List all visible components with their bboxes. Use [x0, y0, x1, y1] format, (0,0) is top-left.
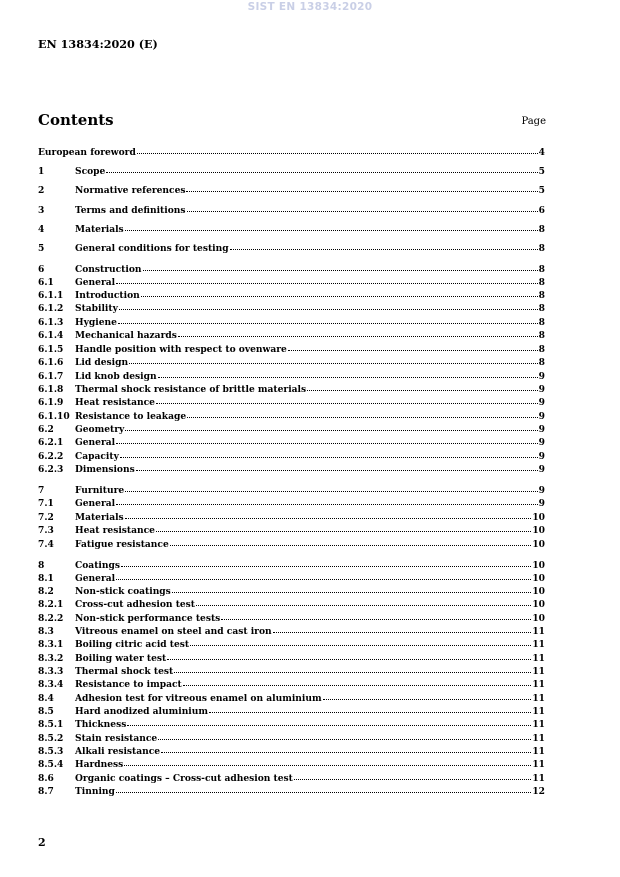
toc-entry-page: 8 — [538, 303, 545, 314]
toc-entry-page: 9 — [538, 371, 545, 382]
toc-dot-leader — [116, 496, 538, 505]
toc-entry-number: 8 — [38, 560, 45, 571]
toc-entry-page: 6 — [538, 205, 545, 216]
toc-entry-number: 8.4 — [38, 693, 54, 704]
toc-entry-page: 11 — [532, 639, 545, 650]
toc-entry-title: Lid knob design — [75, 371, 157, 382]
toc-entry-title: Construction — [75, 264, 142, 275]
toc-entry[interactable] — [38, 718, 545, 730]
toc-entry-number: 6.1 — [38, 277, 54, 288]
toc-entry[interactable] — [38, 772, 545, 784]
toc-entry-number: 8.5.1 — [38, 719, 64, 730]
toc-entry-number: 8.3.4 — [38, 679, 64, 690]
toc-entry[interactable] — [38, 665, 545, 677]
toc-entry-page: 9 — [538, 397, 545, 408]
toc-entry-page: 8 — [538, 290, 545, 301]
toc-dot-leader — [116, 571, 531, 580]
toc-entry-title: Boiling citric acid test — [75, 639, 190, 650]
toc-entry[interactable] — [38, 276, 545, 288]
toc-dot-leader — [167, 651, 531, 660]
toc-entry-page: 9 — [538, 424, 545, 435]
toc-entry-page: 8 — [538, 224, 545, 235]
toc-entry[interactable] — [38, 612, 545, 624]
toc-entry-number: 8.3 — [38, 626, 54, 637]
toc-dot-leader — [230, 241, 538, 250]
toc-dot-leader — [183, 677, 532, 686]
toc-dot-leader — [209, 704, 531, 713]
toc-entry[interactable] — [38, 598, 545, 610]
toc-entry-number: 7.1 — [38, 498, 54, 509]
toc-entry-page: 10 — [532, 560, 545, 571]
toc-entry-page: 10 — [532, 599, 545, 610]
toc-entry-number: 8.5.2 — [38, 733, 64, 744]
toc-entry-number: 8.2.1 — [38, 599, 64, 610]
toc-entry[interactable] — [38, 559, 545, 571]
toc-entry-page: 11 — [532, 759, 545, 770]
toc-entry-page: 11 — [532, 666, 545, 677]
toc-dot-leader — [124, 757, 531, 766]
toc-entry-number: 8.6 — [38, 773, 54, 784]
toc-entry-title: Dimensions — [75, 464, 135, 475]
toc-entry-title: Non-stick coatings — [75, 586, 171, 597]
toc-entry-number: 8.2.2 — [38, 613, 64, 624]
toc-entry-title: Thermal shock resistance of brittle materials — [75, 384, 307, 395]
toc-entry[interactable] — [38, 423, 545, 435]
toc-dot-leader — [143, 262, 538, 271]
toc-entry[interactable] — [38, 242, 545, 254]
toc-entry-number: 6.1.4 — [38, 330, 64, 341]
toc-dot-leader — [273, 624, 532, 633]
toc-entry[interactable] — [38, 785, 545, 797]
toc-entry[interactable] — [38, 356, 545, 368]
toc-entry-number: 6.1.2 — [38, 303, 64, 314]
toc-entry-title: Adhesion test for vitreous enamel on aluminium — [75, 693, 322, 704]
toc-dot-leader — [156, 395, 538, 404]
toc-dot-leader — [221, 611, 531, 620]
toc-entry-title: Hardness — [75, 759, 124, 770]
toc-entry[interactable] — [38, 705, 545, 717]
toc-entry-page: 11 — [532, 653, 545, 664]
toc-entry-page: 8 — [538, 344, 545, 355]
toc-entry[interactable] — [38, 204, 545, 216]
toc-entry-title: Thermal shock test — [75, 666, 174, 677]
toc-entry-title: Handle position with respect to ovenware — [75, 344, 287, 355]
toc-entry-page: 11 — [532, 719, 545, 730]
toc-entry-title: Non-stick performance tests — [75, 613, 221, 624]
contents-title: Contents — [38, 111, 114, 129]
toc-entry[interactable] — [38, 497, 545, 509]
toc-entry-number: 8.5.3 — [38, 746, 64, 757]
toc-entry-title: General conditions for testing — [75, 243, 229, 254]
toc-entry[interactable] — [38, 343, 545, 355]
toc-entry[interactable] — [38, 165, 545, 177]
toc-entry-title: General — [75, 437, 116, 448]
toc-entry-number: 2 — [38, 185, 45, 196]
toc-dot-leader — [178, 328, 538, 337]
toc-dot-leader — [106, 164, 537, 173]
toc-dot-leader — [174, 664, 531, 673]
toc-entry-number: 6.2 — [38, 424, 54, 435]
toc-dot-leader — [125, 483, 538, 492]
toc-entry-page: 8 — [538, 330, 545, 341]
toc-entry[interactable] — [38, 436, 545, 448]
toc-dot-leader — [118, 315, 538, 324]
toc-entry-page: 9 — [538, 437, 545, 448]
toc-entry-number: 7 — [38, 485, 45, 496]
toc-entry-title: Heat resistance — [75, 525, 155, 536]
toc-entry-title: General — [75, 498, 116, 509]
toc-entry-title: Coatings — [75, 560, 120, 571]
toc-dot-leader — [129, 355, 538, 364]
toc-dot-leader — [120, 449, 538, 458]
toc-entry-page: 8 — [538, 317, 545, 328]
toc-entry-number: 6.1.3 — [38, 317, 64, 328]
toc-dot-leader — [323, 691, 532, 700]
toc-entry-page: 11 — [532, 773, 545, 784]
toc-entry-number: 6.1.9 — [38, 397, 64, 408]
page-column-label: Page — [521, 116, 546, 127]
toc-entry[interactable] — [38, 692, 545, 704]
toc-entry-title: Normative references — [75, 185, 186, 196]
toc-entry-page: 10 — [532, 586, 545, 597]
toc-entry-title: Geometry — [75, 424, 125, 435]
toc-dot-leader — [158, 731, 531, 740]
toc-entry-number: 3 — [38, 205, 45, 216]
toc-entry[interactable] — [38, 652, 545, 664]
toc-entry-title: Hygiene — [75, 317, 117, 328]
toc-entry-page: 11 — [532, 626, 545, 637]
toc-entry-title: General — [75, 277, 116, 288]
toc-entry-page: 10 — [532, 525, 545, 536]
toc-dot-leader — [127, 717, 531, 726]
toc-dot-leader — [161, 744, 531, 753]
toc-entry-number: 8.3.1 — [38, 639, 64, 650]
toc-entry[interactable] — [38, 329, 545, 341]
toc-entry-number: 7.3 — [38, 525, 54, 536]
toc-entry[interactable] — [38, 638, 545, 650]
toc-entry[interactable] — [38, 524, 545, 536]
toc-entry-number: 6.2.1 — [38, 437, 64, 448]
toc-entry[interactable] — [38, 538, 545, 550]
toc-entry-page: 9 — [538, 411, 545, 422]
toc-entry[interactable] — [38, 463, 545, 475]
toc-entry[interactable] — [38, 678, 545, 690]
toc-entry-number: 6.1.7 — [38, 371, 64, 382]
toc-entry[interactable] — [38, 732, 545, 744]
toc-dot-leader — [156, 523, 531, 532]
toc-entry[interactable] — [38, 758, 545, 770]
toc-entry[interactable] — [38, 572, 545, 584]
toc-entry-title: Materials — [75, 512, 124, 523]
toc-entry[interactable] — [38, 745, 545, 757]
toc-entry[interactable] — [38, 450, 545, 462]
toc-entry-number: 6.1.10 — [38, 411, 70, 422]
toc-entry-page: 10 — [532, 573, 545, 584]
toc-entry-page: 9 — [538, 384, 545, 395]
toc-entry[interactable] — [38, 302, 545, 314]
toc-entry-number: 6.1.6 — [38, 357, 64, 368]
toc-entry-title: Terms and definitions — [75, 205, 186, 216]
toc-entry-page: 8 — [538, 243, 545, 254]
toc-dot-leader — [307, 382, 538, 391]
toc-entry[interactable] — [38, 289, 545, 301]
toc-dot-leader — [136, 462, 538, 471]
toc-entry-page: 5 — [538, 166, 545, 177]
toc-entry[interactable] — [38, 585, 545, 597]
toc-entry-title: Mechanical hazards — [75, 330, 177, 341]
toc-dot-leader — [137, 145, 538, 154]
toc-entry[interactable] — [38, 410, 545, 422]
toc-entry-title: Fatigue resistance — [75, 539, 169, 550]
toc-entry-title: Hard anodized aluminium — [75, 706, 208, 717]
toc-entry[interactable] — [38, 184, 545, 196]
toc-entry-title: Resistance to leakage — [75, 411, 187, 422]
toc-entry-number: 6.1.5 — [38, 344, 64, 355]
toc-entry[interactable] — [38, 484, 545, 496]
toc-dot-leader — [187, 409, 538, 418]
toc-entry-page: 11 — [532, 693, 545, 704]
toc-entry-page: 12 — [532, 786, 545, 797]
toc-entry[interactable] — [38, 383, 545, 395]
toc-entry-page: 8 — [538, 357, 545, 368]
toc-dot-leader — [158, 369, 538, 378]
toc-entry-title: Materials — [75, 224, 124, 235]
toc-entry-title: Stability — [75, 303, 118, 314]
toc-entry-page: 8 — [538, 264, 545, 275]
toc-dot-leader — [125, 510, 532, 519]
toc-entry-title: Stain resistance — [75, 733, 158, 744]
toc-entry-title: Scope — [75, 166, 106, 177]
toc-dot-leader — [187, 203, 538, 212]
toc-entry-page: 8 — [538, 277, 545, 288]
toc-entry-title: Resistance to impact — [75, 679, 182, 690]
toc-entry-title: Boiling water test — [75, 653, 167, 664]
toc-entry[interactable] — [38, 396, 545, 408]
toc-entry-title: Cross-cut adhesion test — [75, 599, 195, 610]
toc-entry-page: 10 — [532, 539, 545, 550]
toc-entry-page: 9 — [538, 498, 545, 509]
toc-entry-title: Lid design — [75, 357, 129, 368]
toc-entry-number: 5 — [38, 243, 45, 254]
toc-entry[interactable] — [38, 625, 545, 637]
toc-dot-leader — [121, 558, 531, 567]
toc-entry-title: Vitreous enamel on steel and cast iron — [75, 626, 272, 637]
toc-entry-title: Heat resistance — [75, 397, 155, 408]
toc-entry[interactable] — [38, 511, 545, 523]
toc-dot-leader — [186, 183, 537, 192]
toc-entry[interactable] — [38, 146, 545, 158]
toc-entry-number: 6.1.1 — [38, 290, 64, 301]
toc-entry-number: 6 — [38, 264, 45, 275]
toc-entry-page: 10 — [532, 613, 545, 624]
toc-entry-title: Organic coatings – Cross-cut adhesion test — [75, 773, 293, 784]
toc-dot-leader — [125, 222, 538, 231]
toc-entry-title: Furniture — [75, 485, 125, 496]
toc-dot-leader — [119, 301, 538, 310]
toc-entry-number: 6.1.8 — [38, 384, 64, 395]
toc-dot-leader — [116, 275, 538, 284]
toc-entry-page: 11 — [532, 746, 545, 757]
toc-entry-number: 4 — [38, 224, 45, 235]
toc-entry-page: 9 — [538, 485, 545, 496]
toc-dot-leader — [116, 435, 538, 444]
toc-entry-page: 4 — [538, 147, 545, 158]
toc-entry-title: Alkali resistance — [75, 746, 161, 757]
toc-entry-page: 10 — [532, 512, 545, 523]
toc-dot-leader — [125, 422, 537, 431]
toc-entry-number: 8.5.4 — [38, 759, 64, 770]
toc-dot-leader — [288, 342, 538, 351]
toc-entry-page: 9 — [538, 451, 545, 462]
toc-entry-number: 7.2 — [38, 512, 54, 523]
toc-entry-number: 6.2.2 — [38, 451, 64, 462]
toc-entry-number: 8.5 — [38, 706, 54, 717]
toc-dot-leader — [141, 288, 538, 297]
toc-dot-leader — [190, 637, 531, 646]
document-id: EN 13834:2020 (E) — [38, 37, 158, 51]
toc-entry-page: 9 — [538, 464, 545, 475]
toc-entry[interactable] — [38, 370, 545, 382]
footer-page-number: 2 — [38, 836, 46, 849]
toc-dot-leader — [116, 784, 531, 793]
toc-entry-title: Tinning — [75, 786, 115, 797]
toc-entry-number: 8.3.3 — [38, 666, 64, 677]
toc-entry-page: 11 — [532, 733, 545, 744]
toc-entry-title: European foreword — [38, 147, 136, 158]
toc-entry[interactable] — [38, 316, 545, 328]
toc-entry[interactable] — [38, 223, 545, 235]
toc-entry-page: 11 — [532, 706, 545, 717]
toc-entry-number: 8.2 — [38, 586, 54, 597]
toc-dot-leader — [196, 597, 531, 606]
watermark: SIST EN 13834:2020 — [247, 1, 373, 13]
toc-dot-leader — [172, 584, 532, 593]
toc-dot-leader — [170, 537, 532, 546]
toc-entry-title: Introduction — [75, 290, 140, 301]
toc-entry-number: 8.7 — [38, 786, 54, 797]
toc-entry-title: Thickness — [75, 719, 127, 730]
toc-entry-title: Capacity — [75, 451, 119, 462]
toc-entry-number: 6.2.3 — [38, 464, 64, 475]
toc-entry-page: 5 — [538, 185, 545, 196]
toc-entry-number: 1 — [38, 166, 45, 177]
toc-entry-number: 8.1 — [38, 573, 54, 584]
toc-dot-leader — [294, 771, 531, 780]
toc-entry-page: 11 — [532, 679, 545, 690]
toc-entry[interactable] — [38, 263, 545, 275]
toc-entry-title: General — [75, 573, 116, 584]
toc-entry-number: 7.4 — [38, 539, 54, 550]
toc-entry-number: 8.3.2 — [38, 653, 64, 664]
